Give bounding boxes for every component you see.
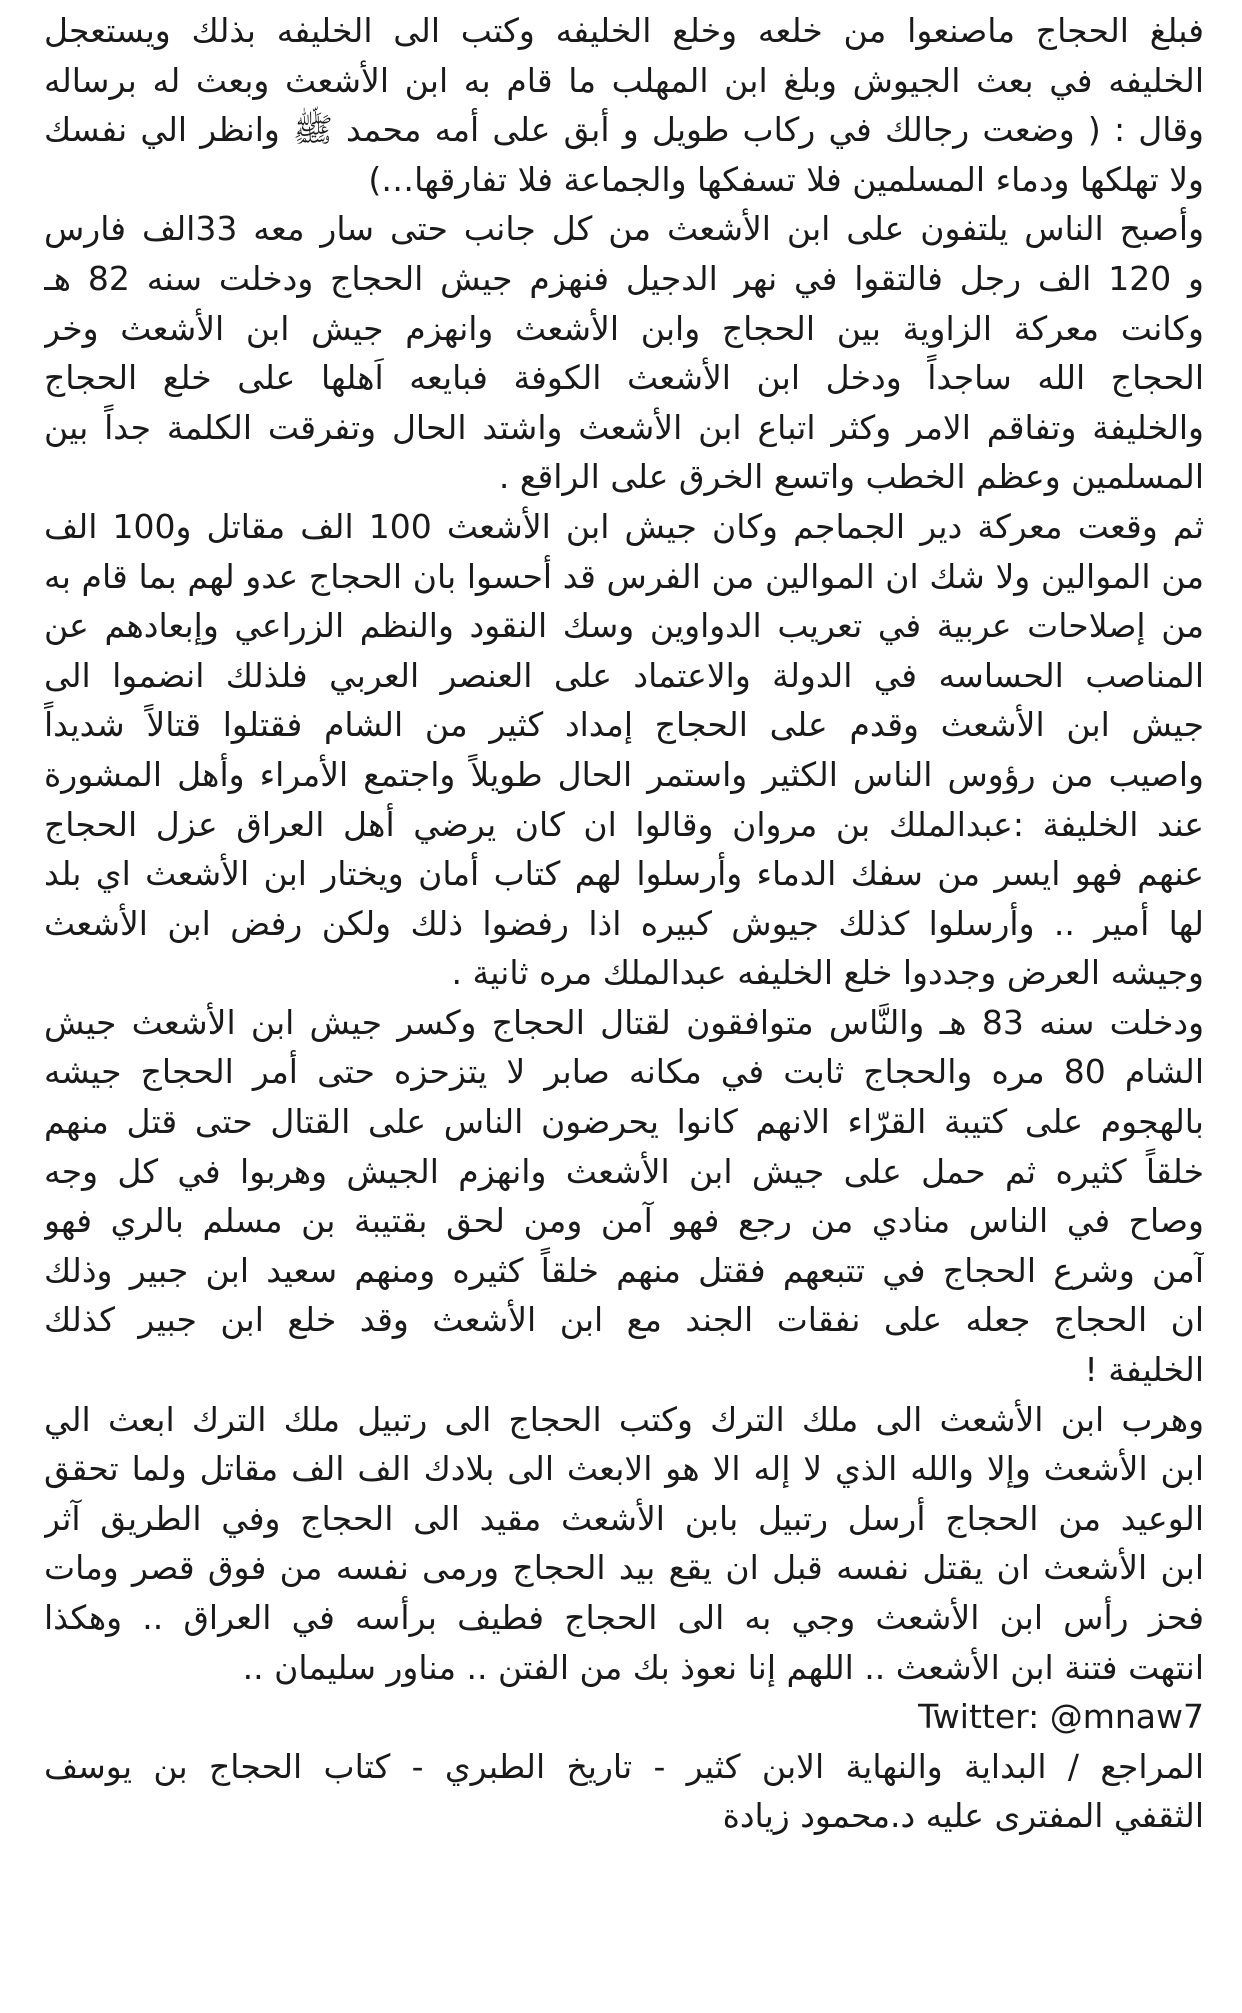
article-line: وهرب ابن الأشعث الى ملك الترك وكتب الحجاج الى رتبيل ملك الترك ابعث الي (44, 1399, 1204, 1439)
article-line: الحجاج الله ساجداً ودخل ابن الأشعث الكوفة فبايعه اَهلها على خلع الحجاج (44, 358, 1204, 398)
article-line: ابن الأشعث وإلا والله الذي لا إله الا هو الابعث الى بلادك الف الف مقاتل ولما تحقق (44, 1449, 1204, 1489)
article-line: من إصلاحات عربية في تعريب الدواوين وسك النقود والنظم الزراعي وإبعادهم عن (44, 606, 1204, 646)
references-line: المراجع / البداية والنهاية الابن كثير - تاريخ الطبري - كتاب الحجاج بن يوسف (44, 1746, 1204, 1786)
references-line: الثقفي المفترى عليه د.محمود زيادة (722, 1796, 1204, 1836)
article-line: عنهم فهو ايسر من سفك الدماء وأرسلوا لهم كتاب أمان ويختار ابن الأشعث اي بلد (44, 854, 1204, 894)
article-line: جيش ابن الأشعث وقدم على الحجاج إمداد كثير من الشام فقتلوا قتالاً شديداً (44, 705, 1204, 745)
article-line: وجيشه العرض وجددوا خلع الخليفه عبدالملك مره ثانية . (451, 953, 1204, 993)
article-line: الوعيد من الحجاج أرسل رتبيل بابن الأشعث مقيد الى الحجاج وفي الطريق آثر (44, 1498, 1204, 1538)
article-line: ابن الأشعث ان يقتل نفسه قبل ان يقع بيد الحجاج ورمى نفسه من فوق قصر ومات (44, 1548, 1204, 1588)
article-line: وكانت معركة الزاوية بين الحجاج وابن الأشعث وانهزم جيش ابن الأشعث وخر (44, 308, 1204, 348)
article-line: والخليفة وتفاقم الامر وكثر اتباع ابن الأشعث واشتد الحال وتفرقت الكلمة جداً بين (44, 407, 1204, 447)
article-line: انتهت فتنة ابن الأشعث .. اللهم إنا نعوذ بك من الفتن .. مناور سليمان .. (242, 1647, 1204, 1687)
article-line: خلقاً كثيره ثم حمل على جيش ابن الأشعث وانهزم الجيش وهربوا في كل وجه (44, 1151, 1204, 1191)
article-line: من الموالين ولا شك ان الموالين من الفرس قد أحسوا بان الحجاج عدو لهم بما قام به (44, 556, 1204, 596)
article-line: ولا تهلكها ودماء المسلمين فلا تسفكها والجماعة فلا تفارقها…) (368, 159, 1204, 199)
twitter-handle: Twitter: @mnaw7 (918, 1697, 1204, 1737)
article-line: الشام 80 مره والحجاج ثابت في مكانه صابر لا يتزحزه حتى أمر الحجاج جيشه (44, 1052, 1204, 1092)
article-line: واصيب من رؤوس الناس الكثير واستمر الحال طويلاً واجتمع الأمراء وأهل المشورة (44, 754, 1204, 794)
article-line: وصاح في الناس منادي من رجع فهو آمن ومن لحق بقتيبة بن مسلم بالري فهو (44, 1201, 1204, 1241)
article-line: الخليفه في بعث الجيوش وبلغ ابن المهلب ما قام به ابن الأشعث وبعث له برساله (44, 60, 1204, 100)
article-line: بالهجوم على كتيبة القرّاء الانهم كانوا يحرضون الناس على القتال حتى قتل منهم (44, 1102, 1204, 1142)
article-line: المسلمين وعظم الخطب واتسع الخرق على الراقع . (498, 457, 1204, 497)
article-line: ثم وقعت معركة دير الجماجم وكان جيش ابن الأشعث 100 الف مقاتل و100 الف (44, 506, 1204, 546)
article-line: لها أمير .. وأرسلوا كذلك جيوش كبيره اذا رفضوا ذلك ولكن رفض ابن الأشعث (44, 903, 1204, 943)
article-body (44, 6, 1204, 2013)
article-line: الخليفة ! (1084, 1350, 1204, 1390)
article-line: وقال : ( وضعت رجالك في ركاب طويل و أبق على أمه محمد ﷺ وانظر الي نفسك (44, 110, 1204, 150)
article-line: فبلغ الحجاج ماصنعوا من خلعه وخلع الخليفه وكتب الى الخليفه بذلك ويستعجل (44, 11, 1204, 50)
article-line: آمن وشرع الحجاج في تتبعهم فقتل منهم خلقاً كثيره ومنهم سعيد ابن جبير وذلك (44, 1250, 1204, 1290)
article-line: و 120 الف رجل فالتقوا في نهر الدجيل فنهزم جيش الحجاج ودخلت سنه 82 هـ (44, 258, 1204, 298)
article-line: عند الخليفة :عبدالملك بن مروان وقالوا ان كان يرضي أهل العراق عزل الحجاج (44, 804, 1204, 844)
article-line: ودخلت سنه 83 هـ والنَّاس متوافقون لقتال الحجاج وكسر جيش ابن الأشعث جيش (44, 1002, 1204, 1042)
article-line: فحز رأس ابن الأشعث وجي به الى الحجاج فطيف برأسه في العراق .. وهكذا (44, 1598, 1204, 1637)
article-line: ان الحجاج جعله على نفقات الجند مع ابن الأشعث وقد خلع ابن جبير كذلك (44, 1300, 1204, 1340)
article-line: وأصبح الناس يلتفون على ابن الأشعث من كل جانب حتى سار معه 33الف فارس (44, 209, 1204, 249)
article-line: المناصب الحساسه في الدولة والاعتماد على العنصر العربي فلذلك انضموا الى (44, 655, 1204, 695)
